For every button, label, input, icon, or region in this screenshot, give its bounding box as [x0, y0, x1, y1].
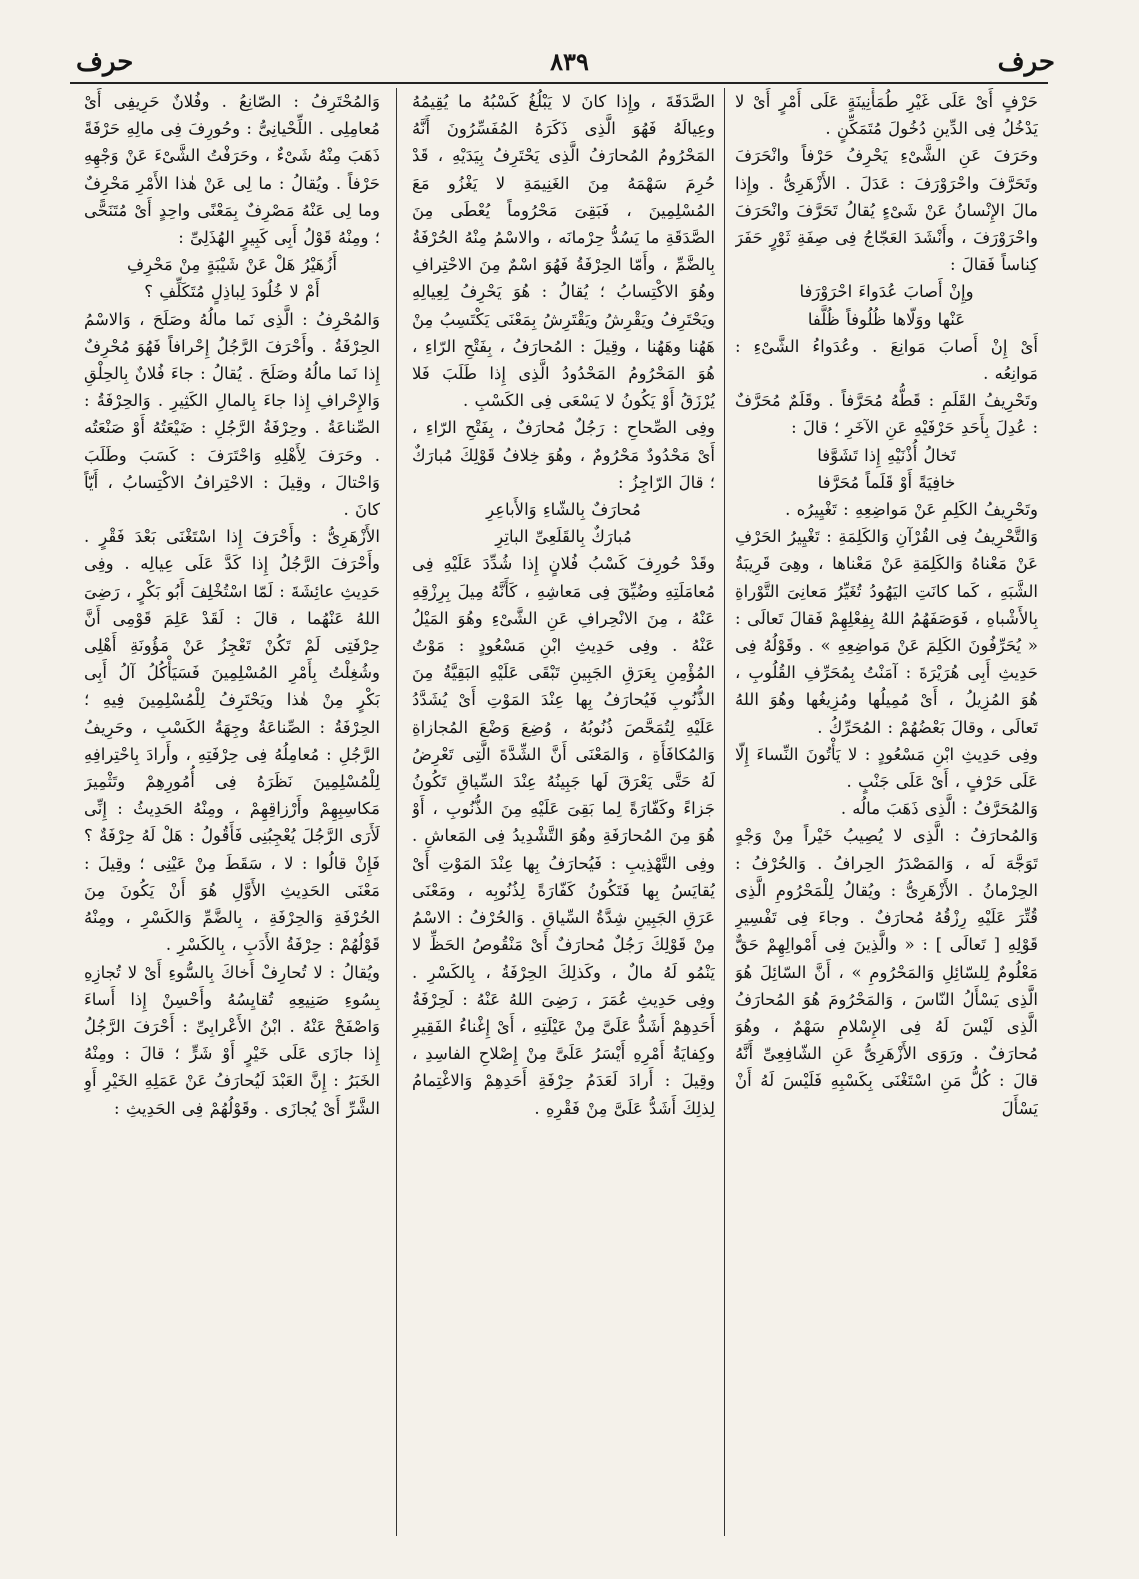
- verse-line: تَخالُ أُذْنَيْهِ إِذا تَشَوَّفا: [817, 445, 956, 465]
- verse-line: أَمْ لا خُلُودَ لِباذِلٍ مُتَكَلِّفِ ؟: [144, 282, 320, 302]
- column-divider: [396, 88, 397, 1536]
- header-right-headword: حرف: [997, 47, 1055, 77]
- page-number: ٨٣٩: [550, 47, 589, 76]
- verse-line: مُحارَفٌ بِالشّاءِ وَالأَباعِرِ: [486, 500, 641, 520]
- paragraph: وَالمُحْرِفُ : الَّذِى نَما مالُهُ وصَلَحَ ، وَالاسْمُ الحِرْفَةُ . وأَحْرَفَ الرَّجُلُ إِحْرافاً فَهُوَ مُحْرِفٌ إِذا نَما مالُهُ وصَلَحَ . يُقالُ : جاءَ فُلانٌ بِالحِلْقِ وَالإِحْرافِ إِذا جاءَ بِالمالِ الكَثِيرِ . وَالحِرْفَةُ : الصِّناعَةُ . وحِرْفَةُ الرَّجُلِ : ضَيْعَتُهُ أَوْ صَنْعَتُه . وحَرَفَ لِأَهْلِهِ وَاحْتَرَفَ : كَسَبَ وطَلَبَ وَاحْتالَ ، وقِيلَ : الاحْتِرافُ الاكْتِسابُ ، أَيّاً كانَ .: [84, 309, 380, 520]
- header-rule: [70, 82, 1048, 84]
- column-divider: [724, 88, 725, 1536]
- paragraph: وَالتَّحْرِيفُ فِى القُرْآنِ وَالكَلِمَةِ : تَغْيِيرُ الحَرْفِ عَنْ مَعْناهُ وَالكَلِمَةِ عَنْ مَعْناها ، وهِىَ قَرِيبَةُ الشَّبَهِ ، كَما كانَتِ اليَهُودُ تُغَيِّرُ مَعانِىَ التَّوْراةِ بِالأَشْباهِ ، فَوَصَفَهُمُ اللهُ بِفِعْلِهِمْ فَقالَ تَعالَى : « يُحَرِّفُونَ الكَلِمَ عَنْ مَواضِعِهِ » . وقَوْلُهُ فِى حَدِيثِ أَبِى هُرَيْرَةَ : آمَنْتُ بِمُحَرِّفِ القُلُوبِ ، هُوَ المُزِيلُ ، أَىْ مُمِيلُها ومُزِيغُها وهُوَ اللهُ تَعالَى ، وقالَ بَعْضُهُمْ : المُحَرِّكُ .: [735, 527, 1038, 737]
- paragraph: وَالمُحَرَّفُ : الَّذِى ذَهَبَ مالُه .: [840, 799, 1038, 819]
- header-left-headword: حرف: [76, 47, 134, 77]
- paragraph: وَالمُحْتَرِفُ : الصّانِعُ . وفُلانٌ حَرِيفِى أَىْ مُعامِلِى . اللِّحْيانِىُّ : وحُورِفَ فِى مالِهِ حَرْفَةً ذَهَبَ مِنْهُ شَىْءٌ ، وحَرَفْتُ الشَّىْءَ عَنْ وَجْهِهِ حَرْفاً . ويُقالُ : ما لِى عَنْ هٰذا الأَمْرِ مَحْرِفٌ وما لِى عَنْهُ مَصْرِفٌ بِمَعْنًى واحِدٍ أَىْ مُتَنَحًّى ؛ ومِنْهُ قَوْلُ أَبِى كَبِيرٍ الهُذَلِىِّ :: [84, 92, 380, 248]
- paragraph: وَالمُحارَفُ : الَّذِى لا يُصِيبُ خَيْراً مِنْ وَجْهٍ تَوَجَّهَ لَه ، وَالمَصْدَرُ الحِرافُ . وَالحُرْفُ : الحِرْمانُ . الأَزْهَرِىُّ : ويُقالُ لِلْمَحْرُومِ الَّذِى قُتِّرَ عَلَيْهِ رِزْقُهُ مُحارَفٌ . وجاءَ فِى تَفْسِيرِ قَوْلِهِ [ تَعالَى ] : « والَّذِينَ فِى أَمْوالِهِمْ حَقٌّ مَعْلُومٌ لِلسّائِلِ وَالمَحْرُومِ » ، أَنَّ السّائِلَ هُوَ الَّذِى يَسْأَلُ النّاسَ ، وَالمَحْرُومَ هُوَ المُحارَفُ الَّذِى لَيْسَ لَهُ فِى الإِسْلامِ سَهْمٌ ، وهُوَ مُحارَفٌ . ورَوَى الأَزْهَرِىُّ عَنِ الشّافِعِىِّ أَنَّهُ قالَ : كُلُّ مَنِ اسْتَغْنَى بِكَسْبِهِ فَلَيْسَ لَهُ أَنْ يَسْأَلَ: [735, 826, 1038, 1118]
- verse-line: مُبارَكٌ بِالقَلَعِىِّ الباتِرِ: [495, 527, 632, 547]
- verse-line: عَنْها ووَلّاها ظُلُوفاً ظُلَّفا: [807, 309, 966, 329]
- paragraph: وحَرَفَ عَنِ الشَّىْءِ يَحْرِفُ حَرْفاً وانْحَرَفَ وتَحَرَّفَ واحْرَوْرَفَ : عَدَلَ . الأَزْهَرِىُّ . وإِذا مالَ الإِنْسانُ عَنْ شَىْءٍ يُقالُ تَحَرَّفَ وانْحَرَفَ واحْرَوْرَفَ ، وأَنْشَدَ العَجّاجُ فِى صِفَةِ ثَوْرٍ حَفَرَ كِناساً فَقالَ :: [735, 146, 1038, 275]
- paragraph: وتَحْرِيفُ الكَلِمِ عَنْ مَواضِعِهِ : تَغْيِيرُه .: [785, 500, 1038, 520]
- paragraph: وفِى الصِّحاحِ : رَجُلٌ مُحارَفٌ ، بِفَتْحِ الرّاءِ ، أَىْ مَحْدُودٌ مَحْرُومٌ ، وهُوَ خِلافُ قَوْلِكَ مُبارَكٌ ؛ قالَ الرّاجِزُ :: [412, 418, 715, 492]
- column-right: [735, 88, 1038, 1536]
- paragraph: الصَّدَقَةَ ، وإِذا كانَ لا يَبْلُغُ كَسْبُهُ ما يُقِيمُهُ وعِيالَهُ فَهُوَ الَّذِى ذَكَرَهُ المُفَسِّرُونَ أَنَّهُ المَحْرُومُ المُحارَفُ الَّذِى يَحْتَرِفُ بِيَدَيْهِ ، قَدْ حُرِمَ سَهْمَهُ مِنَ الغَنِيمَةِ لا يَغْزُو مَعَ المُسْلِمِينَ ، فَبَقِىَ مَحْرُوماً يُعْطَى مِنَ الصَّدَقَةِ ما يَسُدُّ حِرْمانَه ، والاسْمُ مِنْهُ الحُرْفَةُ بِالضَّمِّ ، وأَمّا الحِرْفَةُ فَهُوَ اسْمٌ مِنَ الاحْتِرافِ وهُوَ الاكْتِسابُ ؛ يُقالُ : هُوَ يَحْرِفُ لِعِيالِهِ ويَحْتَرِفُ ويَقْرِشُ ويَقْتَرِشُ بِمَعْنَى يَكْتَسِبُ مِنْ هَهُنا وهَهُنا ، وقِيلَ : المُحارَفُ ، بِفَتْحِ الرّاءِ ، هُوَ المَحْرُومُ المَحْدُودُ الَّذِى إِذا طَلَبَ فَلا يُرْزَقُ أَوْ يَكُونُ لا يَسْعَى فِى الكَسْبِ .: [412, 92, 715, 411]
- paragraph: وفِى حَدِيثِ ابْنِ مَسْعُودٍ : لا يَأْتُونَ النِّساءَ إِلّا عَلَى حَرْفٍ ، أَىْ عَلَى جَنْبٍ .: [735, 744, 1038, 792]
- verse-line: أَزُهَيْرُ هَلْ عَنْ شَيْبَةٍ مِنْ مَحْرِفِ: [127, 255, 337, 275]
- paragraph: أَىْ إِنْ أَصابَ مَوانِعَ . وعُدَواءُ الشَّىْءِ : مَوانِعُه .: [735, 336, 1038, 384]
- paragraph: ويُقالُ : لا تُحارِفْ أَخاكَ بِالسُّوءِ أَىْ لا تُجازِهِ بِسُوءِ صَنِيعِهِ تُقايِسُهُ وأَحْسِنْ إِذا أَساءَ وَاصْفَحْ عَنْهُ . ابْنُ الأَعْرابِىِّ : أَحْرَفَ الرَّجُلُ إِذا جازَى عَلَى خَيْرٍ أَوْ شَرٍّ ؛ قالَ : ومِنْهُ الخَبَرُ : إِنَّ العَبْدَ لَيُحارَفُ عَنْ عَمَلِهِ الخَيْرِ أَوِ الشَّرِّ أَىْ يُجازَى . وقَوْلُهُمْ فِى الحَدِيثِ :: [84, 962, 380, 1118]
- verse-line: وإِنْ أَصابَ عُدَواءَ احْرَوْرَفا: [799, 282, 974, 302]
- paragraph: وقَدْ حُورِفَ كَسْبُ فُلانٍ إِذا شُدِّدَ عَلَيْهِ فِى مُعامَلَتِهِ وضُيِّقَ فِى مَعاشِهِ ، كَأَنَّهُ مِيلَ بِرِزْقِهِ عَنْهُ ، مِنَ الانْحِرافِ عَنِ الشَّىْءِ وهُوَ المَيْلُ عَنْهُ . وفِى حَدِيثِ ابْنِ مَسْعُودٍ : مَوْتُ المُؤْمِنِ بِعَرَقِ الجَبِينِ تَبْقَى عَلَيْهِ البَقِيَّةُ مِنَ الذُّنُوبِ فَيُحارَفُ بِها عِنْدَ المَوْتِ أَىْ يُشَدَّدُ عَلَيْهِ لِتُمَحَّصَ ذُنُوبُهُ ، وُضِعَ وَضْعَ المُجازاةِ وَالمُكافَأَةِ ، وَالمَعْنَى أَنَّ الشِّدَّةَ الَّتِى تَعْرِضُ لَهُ حَتَّى يَعْرَقَ لَها جَبِينُهُ عِنْدَ السِّياقِ تَكُونُ جَزاءً وكَفّارَةً لِما بَقِىَ عَلَيْهِ مِنَ الذُّنُوبِ ، أَوْ هُوَ مِنَ المُحارَفَةِ وهُوَ التَّشْدِيدُ فِى المَعاشِ . وفِى التَّهْذِيبِ : فَيُحارَفُ بِها عِنْدَ المَوْتِ أَىْ يُقايَسُ بِها فَتَكُونُ كَفّارَةً لِذُنُوبِه ، ومَعْنَى عَرَقِ الجَبِينِ شِدَّةُ السِّياقِ . وَالحُرْفُ : الاسْمُ مِنْ قَوْلِكَ رَجُلٌ مُحارَفٌ أَىْ مَنْقُوصُ الحَظِّ لا يَنْمُو لَهُ مالٌ ، وكَذلِكَ الحِرْفَةُ ، بِالكَسْرِ . وفِى حَدِيثِ عُمَرَ ، رَضِىَ اللهُ عَنْهُ : لَحِرْفَةُ أَحَدِهِمْ أَشَدُّ عَلَىَّ مِنْ عَيْلَتِهِ ، أَىْ إِغْناءُ الفَقِيرِ وكِفايَةُ أَمْرِهِ أَيْسَرُ عَلَىَّ مِنْ إِصْلاحِ الفاسِدِ ، وقِيلَ : أَرادَ لَعَدَمُ حِرْفَةِ أَحَدِهِمْ وَالاغْتِمامُ لِذلِكَ أَشَدُّ عَلَىَّ مِنْ فَقْرِهِ .: [412, 554, 715, 1118]
- column-left: [84, 88, 380, 1536]
- verse-line: خافِيَةً أَوْ قَلَماً مُحَرَّفا: [817, 472, 956, 492]
- paragraph: حَرْفٍ أَىْ عَلَى غَيْرِ طُمَأْنِينَةٍ عَلَى أَمْرٍ أَىْ لا يَدْخُلُ فِى الدِّينِ دُخُولَ مُتَمَكِّنٍ .: [735, 92, 1038, 139]
- paragraph: وتَحْرِيفُ القَلَمِ : قَطُّهُ مُحَرَّفاً . وقَلَمٌ مُحَرَّفٌ : عُدِلَ بِأَحَدِ حَرْفَيْهِ عَنِ الآخَرِ ؛ قالَ :: [735, 391, 1038, 438]
- column-middle: [412, 88, 715, 1536]
- paragraph: الأَزْهَرِىُّ : وأَحْرَفَ إِذا اسْتَغْنَى بَعْدَ فَقْرٍ . وأَحْرَفَ الرَّجُلُ إِذا كَدَّ عَلَى عِيالِه . وفِى حَدِيثِ عائِشَةَ : لَمّا اسْتُخْلِفَ أَبُو بَكْرٍ ، رَضِىَ اللهُ عَنْهُما ، قالَ : لَقَدْ عَلِمَ قَوْمِى أَنَّ حِرْفَتِى لَمْ تَكُنْ تَعْجِزُ عَنْ مَؤُونَةِ أَهْلِى وشُغِلْتُ بِأَمْرِ المُسْلِمِينَ فَسَيَأْكُلُ آلُ أَبِى بَكْرٍ مِنْ هٰذا ويَحْتَرِفُ لِلْمُسْلِمِينَ فِيهِ ؛ الحِرْفَةُ : الصِّناعَةُ وجِهَةُ الكَسْبِ ، وحَرِيفُ الرَّجُلِ : مُعامِلُهُ فِى حِرْفَتِهِ ، وأَرادَ بِاحْتِرافِهِ لِلْمُسْلِمِينَ نَظَرَهُ فِى أُمُورِهِمْ وتَثْمِيرَ مَكاسِبِهِمْ وأَرْزاقِهِمْ ، ومِنْهُ الحَدِيثُ : إِنِّى لَأَرَى الرَّجُلَ يُعْجِبُنِى فَأَقُولُ : هَلْ لَهُ حِرْفَةٌ ؟ فَإِنْ قالُوا : لا ، سَقَطَ مِنْ عَيْنِى ؛ وقِيلَ : مَعْنَى الحَدِيثِ الأَوَّلِ هُوَ أَنْ يَكُونَ مِنَ الحُرْفَةِ وَالحِرْفَةِ ، بِالضَّمِّ وَالكَسْرِ ، ومِنْهُ قَوْلُهُمْ : حِرْفَةُ الأَدَبِ ، بِالكَسْرِ .: [84, 527, 380, 955]
